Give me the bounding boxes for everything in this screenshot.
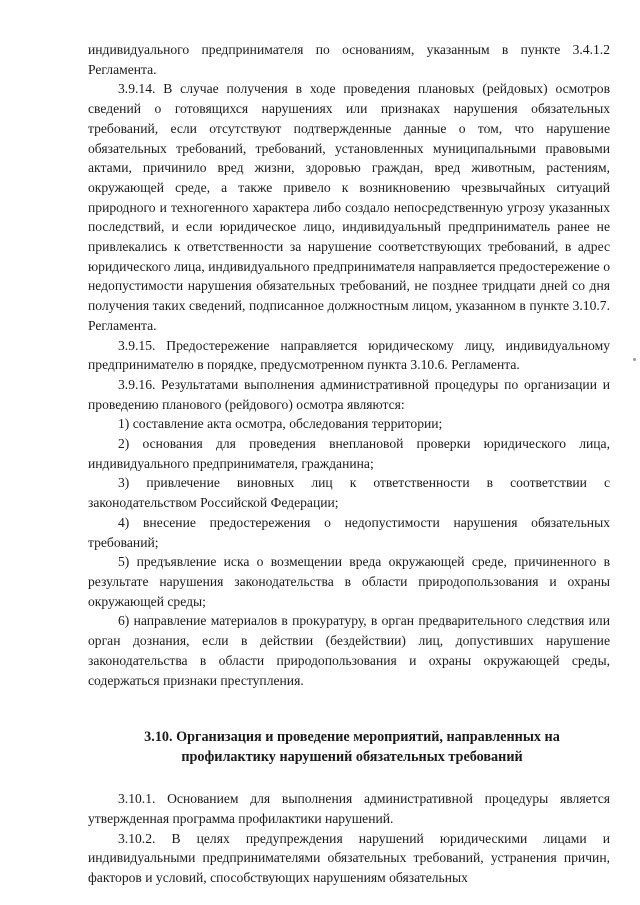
list-item: 5) предъявление иска о возмещении вреда окружающей среде, причиненного в результате нарушения законодательства в области природопользования и охраны окружающей среды; [88,554,610,609]
paragraphs-after [88,789,610,888]
paragraph-3-10-1: 3.10.1. Основанием для выполнения административной процедуры является утвержденная программа профилактики нарушений. [88,791,610,826]
paragraph-3-9-14: 3.9.14. В случае получения в ходе проведения плановых (рейдовых) осмотров сведений о готовящихся нарушениях или признаках нарушения обязательных требований, если отсутствуют подтвержденные данные о том, что нарушение обязательных требований, требований, установленных муниципальными правовыми актами, причинило вред жизни, здоровью граждан, вред животным, растениям, окружающей среде, а также привело к возникновению чрезвычайных ситуаций природного и техногенного характера либо создало непосредственную угрозу указанных последствий, и если юридическое лицо, индивидуальный предприниматель ранее не привлекались к ответственности за нарушение соответствующих требований, в адрес юридического лица, индивидуального предпринимателя направляется предостережение о недопустимости нарушения обязательных требований, не позднее тридцати дней со дня получения таких сведений, подписанное должностным лицом, указанном в пункте 3.10.7. Регламента. [88,81,610,333]
paragraphs-before [88,40,610,690]
section-heading-line: профилактику нарушений обязательных требований [181,748,523,765]
list-item: 3) привлечение виновных лиц к ответственности в соответствии с законодательством Российской Федерации; [88,475,610,511]
paragraph-3-9-16: 3.9.16. Результатами выполнения административной процедуры по организации и проведению планового (рейдового) осмотра являются: [88,376,610,412]
list-item: 4) внесение предостережения о недопустимости нарушения обязательных требований; [88,514,610,550]
section-heading [88,728,610,767]
paragraph-3-9-15: 3.9.15. Предостережение направляется юридическому лицу, индивидуальному предпринимателю в порядке, предусмотренном пункта 3.10.6. Регламента. [88,337,610,373]
scan-speck [633,358,636,361]
list-item: 6) направление материалов в прокуратуру, в орган предварительного следствия или орган дознания, если в действии (бездействии) лиц, допустивших нарушение законодательства в области природопользования и охраны окружающей среды, содержаться признаки преступления. [88,613,610,688]
paragraph: индивидуального предпринимателя по основаниям, указанным в пункте 3.4.1.2 Регламента. [88,42,610,77]
section-heading-line: 3.10. Организация и проведение мероприятий, направленных на [144,729,560,746]
list-item: 1) составление акта осмотра, обследования территории; [118,416,443,432]
paragraph-3-10-2: 3.10.2. В целях предупреждения нарушений юридическими лицами и индивидуальными предпринимателями обязательных требований, устранения причин, факторов и условий, способствующих нарушениям обязательных [88,830,610,886]
list-item: 2) основания для проведения внеплановой проверки юридического лица, индивидуального предпринимателя, гражданина; [88,436,610,471]
